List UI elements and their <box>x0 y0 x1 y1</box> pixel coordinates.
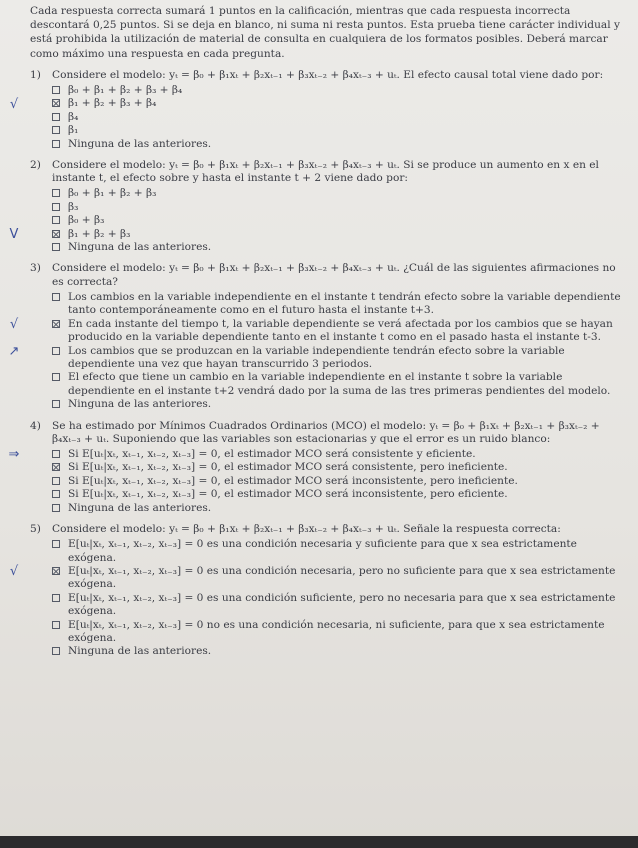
handwritten-mark: V <box>9 226 19 242</box>
option-text: Ninguna de las anteriores. <box>68 241 212 254</box>
answer-option[interactable] <box>9 226 624 242</box>
answer-option[interactable] <box>52 619 624 646</box>
checkbox[interactable] <box>52 113 60 121</box>
checkbox[interactable] <box>52 621 60 629</box>
answer-option[interactable] <box>52 214 624 227</box>
instructions: Cada respuesta correcta sumará 1 puntos en la calificación, mientras que cada respuesta incorrecta descontará 0,25 puntos. Si se deja en blanco, ni suma ni resta puntos. Esta prueba tiene carácter individual y está prohibida la utilización de material de consulta en cualquiera de los formatos posibles. Deberá marcar como máximo una respuesta en cada pregunta. <box>30 5 620 60</box>
option-list <box>9 84 624 151</box>
option-text: Los cambios en la variable independiente en el instante t tendrán efecto sobre la variable dependiente tanto contemporáneamente como en el futuro hasta el instante t+3. <box>68 290 621 317</box>
answer-option[interactable] <box>52 398 624 411</box>
option-text: Ninguna de las anteriores. <box>68 501 212 514</box>
answer-option[interactable] <box>52 124 624 137</box>
answer-option[interactable] <box>52 645 624 658</box>
bottom-edge <box>0 836 638 848</box>
question-1 <box>9 68 624 151</box>
question-number: 5) <box>30 522 41 535</box>
handwritten-mark: √ <box>9 564 19 580</box>
option-text: E[uₜ|xₜ, xₜ₋₁, xₜ₋₂, xₜ₋₃] = 0 no es una condición necesaria, ni suficiente, para que x sea estrictamente exógena. <box>68 618 605 645</box>
checkbox[interactable] <box>52 347 60 355</box>
answer-option[interactable] <box>52 84 624 97</box>
answer-option[interactable] <box>9 564 624 592</box>
option-text: E[uₜ|xₜ, xₜ₋₁, xₜ₋₂, xₜ₋₃] = 0 es una condición necesaria, pero no suficiente para que x sea estrictamente exógena. <box>68 565 616 591</box>
checkbox[interactable] <box>52 490 60 498</box>
option-text: β₄ <box>68 110 79 123</box>
answer-option[interactable] <box>52 187 624 200</box>
checked-checkbox[interactable] <box>52 567 60 575</box>
checkbox[interactable] <box>52 373 60 381</box>
question-stem: Considere el modelo: yₜ = β₀ + β₁xₜ + β₂xₜ₋₁ + β₃xₜ₋₂ + β₄xₜ₋₃ + uₜ. Si se produce un aumento en x en el instante t, el efecto sobre y hasta el instante t + 2 viene dado por: <box>52 159 599 185</box>
checkbox[interactable] <box>52 450 60 458</box>
question-header <box>30 69 624 82</box>
option-text: β₃ <box>68 200 79 213</box>
checkbox[interactable] <box>52 203 60 211</box>
answer-option[interactable] <box>8 343 624 372</box>
checkbox[interactable] <box>52 400 60 408</box>
option-text: Si E[uₜ|xₜ, xₜ₋₁, xₜ₋₂, xₜ₋₃] = 0, el estimador MCO será consistente y eficiente. <box>68 447 476 460</box>
question-header <box>30 159 624 185</box>
answer-option[interactable] <box>52 291 624 318</box>
question-3 <box>8 262 624 411</box>
question-header <box>30 523 624 536</box>
answer-option[interactable] <box>52 488 624 501</box>
checked-checkbox[interactable] <box>52 99 60 107</box>
option-text: β₀ + β₃ <box>68 214 105 227</box>
checkbox[interactable] <box>52 647 60 655</box>
option-text: Ninguna de las anteriores. <box>68 645 212 658</box>
question-header <box>30 420 624 446</box>
question-number: 2) <box>30 159 41 172</box>
checkbox[interactable] <box>52 594 60 602</box>
option-text: β₁ + β₂ + β₃ + β₄ <box>68 97 157 110</box>
checkbox[interactable] <box>52 293 60 301</box>
answer-option[interactable] <box>52 502 624 515</box>
handwritten-mark: √ <box>9 96 19 112</box>
checkbox[interactable] <box>52 86 60 94</box>
question-5 <box>9 522 624 659</box>
checkbox[interactable] <box>52 243 60 251</box>
checkbox[interactable] <box>52 189 60 197</box>
option-text: Ninguna de las anteriores. <box>68 137 212 150</box>
option-text: E[uₜ|xₜ, xₜ₋₁, xₜ₋₂, xₜ₋₃] = 0 es una condición suficiente, pero no necesaria para que x sea estrictamente exógena. <box>68 591 616 618</box>
question-stem: Se ha estimado por Mínimos Cuadrados Ordinarios (MCO) el modelo: yₜ = β₀ + β₁xₜ + β₂xₜ₋₁ + β₃xₜ₋₂ + β₄xₜ₋₃ + uₜ. Suponiendo que las variables son estacionarias y que el error es un ruido blanco: <box>52 419 600 445</box>
checkbox[interactable] <box>52 216 60 224</box>
option-text: β₁ <box>68 124 79 137</box>
option-list <box>9 538 624 659</box>
question-number: 4) <box>30 419 41 432</box>
checked-checkbox[interactable] <box>52 463 60 471</box>
answer-option[interactable] <box>52 371 624 398</box>
answer-option[interactable] <box>52 201 624 214</box>
option-text: β₁ + β₂ + β₃ <box>68 227 131 240</box>
option-list <box>8 447 624 515</box>
answer-option[interactable] <box>52 538 624 565</box>
option-text: El efecto que tiene un cambio en la variable independiente en el instante t sobre la variable dependiente en el instante t+2 vendrá dado por la suma de las tres primeras pendientes del modelo. <box>68 371 611 397</box>
answer-option[interactable] <box>52 111 624 124</box>
option-text: Ninguna de las anteriores. <box>68 398 212 411</box>
handwritten-mark: ↗ <box>8 343 20 359</box>
option-text: Si E[uₜ|xₜ, xₜ₋₁, xₜ₋₂, xₜ₋₃] = 0, el estimador MCO será inconsistente, pero ineficiente. <box>68 474 518 487</box>
answer-option[interactable] <box>52 475 624 488</box>
question-number: 1) <box>30 68 41 81</box>
checked-checkbox[interactable] <box>52 320 60 328</box>
option-text: β₀ + β₁ + β₂ + β₃ + β₄ <box>68 84 183 97</box>
answer-option[interactable] <box>52 461 624 474</box>
answer-option[interactable] <box>9 96 624 112</box>
question-number: 3) <box>30 262 41 275</box>
question-stem: Considere el modelo: yₜ = β₀ + β₁xₜ + β₂xₜ₋₁ + β₃xₜ₋₂ + β₄xₜ₋₃ + uₜ. El efecto causal total viene dado por: <box>52 68 604 81</box>
question-header <box>30 262 624 288</box>
option-text: En cada instante del tiempo t, la variable dependiente se verá afectada por los cambios que se hayan producido en la variable dependiente tanto en el instante t como en el pasado hasta el instante t-3. <box>68 317 613 344</box>
checkbox[interactable] <box>52 140 60 148</box>
option-text: Si E[uₜ|xₜ, xₜ₋₁, xₜ₋₂, xₜ₋₃] = 0, el estimador MCO será consistente, pero ineficiente. <box>68 461 508 474</box>
question-stem: Considere el modelo: yₜ = β₀ + β₁xₜ + β₂xₜ₋₁ + β₃xₜ₋₂ + β₄xₜ₋₃ + uₜ. Señale la respuesta correcta: <box>52 522 561 535</box>
question-list <box>8 68 624 659</box>
option-list <box>8 290 624 412</box>
handwritten-mark: ⇒ <box>8 447 20 463</box>
checkbox[interactable] <box>52 504 60 512</box>
option-text: Los cambios que se produzcan en la variable independiente tendrán efecto sobre la variable dependiente una vez que hayan transcurrido 3 periodos. <box>68 344 565 370</box>
checkbox[interactable] <box>52 477 60 485</box>
answer-option[interactable] <box>52 592 624 619</box>
checkbox[interactable] <box>52 126 60 134</box>
handwritten-mark: √ <box>9 317 19 332</box>
option-list <box>9 187 624 254</box>
question-4 <box>8 419 624 515</box>
option-text: E[uₜ|xₜ, xₜ₋₁, xₜ₋₂, xₜ₋₃] = 0 es una condición necesaria y suficiente para que x sea estrictamente exógena. <box>68 538 577 564</box>
answer-option[interactable] <box>52 241 624 254</box>
question-stem: Considere el modelo: yₜ = β₀ + β₁xₜ + β₂xₜ₋₁ + β₃xₜ₋₂ + β₄xₜ₋₃ + uₜ. ¿Cuál de las siguientes afirmaciones no es correcta? <box>52 262 616 288</box>
answer-option[interactable] <box>9 317 624 345</box>
question-2 <box>9 159 624 254</box>
option-text: Si E[uₜ|xₜ, xₜ₋₁, xₜ₋₂, xₜ₋₃] = 0, el estimador MCO será inconsistente, pero eficiente. <box>68 488 508 501</box>
answer-option[interactable] <box>8 447 624 463</box>
option-text: β₀ + β₁ + β₂ + β₃ <box>68 187 157 200</box>
checkbox[interactable] <box>52 540 60 548</box>
checked-checkbox[interactable] <box>52 230 60 238</box>
answer-option[interactable] <box>52 138 624 151</box>
